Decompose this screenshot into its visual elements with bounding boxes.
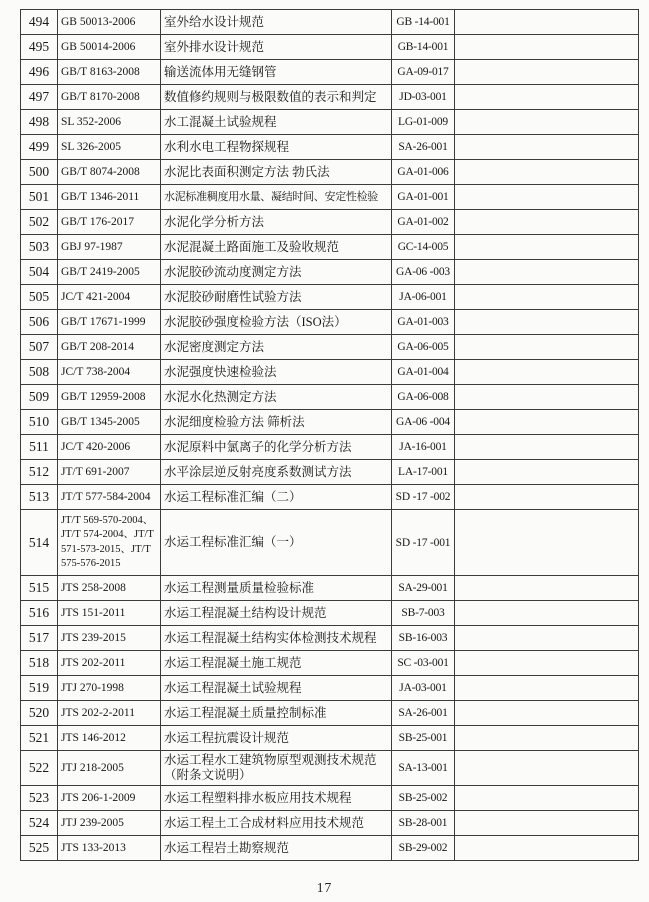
standard-title-cell: 室外排水设计规范 — [161, 35, 392, 60]
standard-code-cell: GB/T 1345-2005 — [58, 410, 161, 435]
standard-code-cell: JTS 146-2012 — [58, 726, 161, 751]
table-row — [21, 235, 639, 260]
table-row — [21, 285, 639, 310]
category-code-cell: GA-06-008 — [392, 385, 455, 410]
notes-cell — [455, 285, 639, 310]
row-number-cell: 519 — [21, 676, 58, 701]
category-code-cell: LG-01-009 — [392, 110, 455, 135]
row-number-cell: 509 — [21, 385, 58, 410]
standard-code-cell: JTS 133-2013 — [58, 836, 161, 861]
table-row — [21, 726, 639, 751]
standard-title-cell: 水运工程标准汇编（二） — [161, 485, 392, 510]
notes-cell — [455, 726, 639, 751]
notes-cell — [455, 751, 639, 786]
table-row — [21, 701, 639, 726]
table-row — [21, 10, 639, 35]
table-row — [21, 485, 639, 510]
category-code-cell: SB-29-002 — [392, 836, 455, 861]
row-number-cell: 516 — [21, 601, 58, 626]
standard-code-cell: GB/T 12959-2008 — [58, 385, 161, 410]
standard-title-cell: 水运工程测量质量检验标准 — [161, 576, 392, 601]
standard-title-cell: 水运工程混凝土结构实体检测技术规程 — [161, 626, 392, 651]
standard-code-cell: JT/T 569-570-2004、JT/T 574-2004、JT/T 571-573-2015、JT/T 575-576-2015 — [58, 510, 161, 576]
row-number-cell: 500 — [21, 160, 58, 185]
row-number-cell: 501 — [21, 185, 58, 210]
standard-code-cell: JC/T 421-2004 — [58, 285, 161, 310]
row-number-cell: 522 — [21, 751, 58, 786]
category-code-cell: SD -17 -001 — [392, 510, 455, 576]
notes-cell — [455, 460, 639, 485]
notes-cell — [455, 360, 639, 385]
category-code-cell: SB-16-003 — [392, 626, 455, 651]
row-number-cell: 504 — [21, 260, 58, 285]
table-row — [21, 60, 639, 85]
table-row — [21, 811, 639, 836]
standard-title-cell: 水泥胶砂强度检验方法（ISO法） — [161, 310, 392, 335]
notes-cell — [455, 85, 639, 110]
table-row — [21, 185, 639, 210]
table-row — [21, 110, 639, 135]
standard-title-cell: 水运工程标准汇编（一） — [161, 510, 392, 576]
table-row — [21, 335, 639, 360]
notes-cell — [455, 35, 639, 60]
row-number-cell: 514 — [21, 510, 58, 576]
standards-table — [20, 9, 639, 861]
standard-code-cell: GB/T 1346-2011 — [58, 185, 161, 210]
category-code-cell: GA-06 -004 — [392, 410, 455, 435]
table-row — [21, 786, 639, 811]
row-number-cell: 517 — [21, 626, 58, 651]
table-row — [21, 160, 639, 185]
category-code-cell: SB-28-001 — [392, 811, 455, 836]
table-row — [21, 310, 639, 335]
notes-cell — [455, 185, 639, 210]
category-code-cell: SC -03-001 — [392, 651, 455, 676]
standard-title-cell: 室外给水设计规范 — [161, 10, 392, 35]
notes-cell — [455, 410, 639, 435]
row-number-cell: 511 — [21, 435, 58, 460]
notes-cell — [455, 676, 639, 701]
notes-cell — [455, 110, 639, 135]
standard-code-cell: JTJ 218-2005 — [58, 751, 161, 786]
notes-cell — [455, 651, 639, 676]
category-code-cell: GA-06-005 — [392, 335, 455, 360]
standard-code-cell: GB/T 2419-2005 — [58, 260, 161, 285]
standard-title-cell: 水泥胶砂流动度测定方法 — [161, 260, 392, 285]
standard-title-cell: 水泥强度快速检验法 — [161, 360, 392, 385]
notes-cell — [455, 60, 639, 85]
standard-title-cell: 水运工程混凝土质量控制标准 — [161, 701, 392, 726]
category-code-cell: JD-03-001 — [392, 85, 455, 110]
notes-cell — [455, 260, 639, 285]
standard-code-cell: JC/T 420-2006 — [58, 435, 161, 460]
table-row — [21, 35, 639, 60]
standard-title-cell: 水利水电工程物探规程 — [161, 135, 392, 160]
standard-title-cell: 水运工程水工建筑物原型观测技术规范（附条文说明） — [161, 751, 392, 786]
standard-code-cell: JTS 206-1-2009 — [58, 786, 161, 811]
row-number-cell: 513 — [21, 485, 58, 510]
standard-code-cell: JT/T 691-2007 — [58, 460, 161, 485]
category-code-cell: GA-06 -003 — [392, 260, 455, 285]
table-row — [21, 601, 639, 626]
notes-cell — [455, 385, 639, 410]
notes-cell — [455, 601, 639, 626]
standard-title-cell: 水泥密度测定方法 — [161, 335, 392, 360]
row-number-cell: 495 — [21, 35, 58, 60]
standard-title-cell: 水泥水化热测定方法 — [161, 385, 392, 410]
table-row — [21, 360, 639, 385]
table-row — [21, 85, 639, 110]
notes-cell — [455, 335, 639, 360]
table-row — [21, 751, 639, 786]
standard-title-cell: 水泥胶砂耐磨性试验方法 — [161, 285, 392, 310]
category-code-cell: SB-7-003 — [392, 601, 455, 626]
notes-cell — [455, 235, 639, 260]
category-code-cell: GB -14-001 — [392, 10, 455, 35]
standard-title-cell: 水平涂层逆反射亮度系数测试方法 — [161, 460, 392, 485]
standard-code-cell: JTS 202-2011 — [58, 651, 161, 676]
standard-code-cell: GBJ 97-1987 — [58, 235, 161, 260]
category-code-cell: SA-26-001 — [392, 135, 455, 160]
category-code-cell: LA-17-001 — [392, 460, 455, 485]
standard-code-cell: JTS 151-2011 — [58, 601, 161, 626]
standard-title-cell: 水泥标准稠度用水量、凝结时间、安定性检验 — [161, 185, 392, 210]
table-row — [21, 410, 639, 435]
standard-code-cell: GB/T 8074-2008 — [58, 160, 161, 185]
category-code-cell: SB-25-001 — [392, 726, 455, 751]
category-code-cell: GA-01-001 — [392, 185, 455, 210]
table-row — [21, 626, 639, 651]
row-number-cell: 524 — [21, 811, 58, 836]
notes-cell — [455, 135, 639, 160]
standard-code-cell: JTJ 239-2005 — [58, 811, 161, 836]
table-row — [21, 385, 639, 410]
category-code-cell: SB-25-002 — [392, 786, 455, 811]
standard-title-cell: 水泥化学分析方法 — [161, 210, 392, 235]
category-code-cell: SA-13-001 — [392, 751, 455, 786]
category-code-cell: GA-09-017 — [392, 60, 455, 85]
standard-title-cell: 水泥细度检验方法 筛析法 — [161, 410, 392, 435]
category-code-cell: JA-03-001 — [392, 676, 455, 701]
category-code-cell: GA-01-006 — [392, 160, 455, 185]
row-number-cell: 507 — [21, 335, 58, 360]
standard-title-cell: 水运工程混凝土结构设计规范 — [161, 601, 392, 626]
standard-code-cell: JTJ 270-1998 — [58, 676, 161, 701]
row-number-cell: 520 — [21, 701, 58, 726]
standard-code-cell: SL 352-2006 — [58, 110, 161, 135]
row-number-cell: 515 — [21, 576, 58, 601]
table-row — [21, 210, 639, 235]
standard-title-cell: 水运工程混凝土试验规程 — [161, 676, 392, 701]
row-number-cell: 494 — [21, 10, 58, 35]
row-number-cell: 497 — [21, 85, 58, 110]
standard-title-cell: 水工混凝土试验规程 — [161, 110, 392, 135]
row-number-cell: 499 — [21, 135, 58, 160]
standard-code-cell: GB/T 176-2017 — [58, 210, 161, 235]
notes-cell — [455, 576, 639, 601]
standard-title-cell: 水运工程岩土勘察规范 — [161, 836, 392, 861]
category-code-cell: GA-01-003 — [392, 310, 455, 335]
row-number-cell: 521 — [21, 726, 58, 751]
standard-title-cell: 水泥原料中氯离子的化学分析方法 — [161, 435, 392, 460]
standard-code-cell: JTS 202-2-2011 — [58, 701, 161, 726]
row-number-cell: 506 — [21, 310, 58, 335]
standard-title-cell: 水运工程抗震设计规范 — [161, 726, 392, 751]
row-number-cell: 523 — [21, 786, 58, 811]
category-code-cell: JA-16-001 — [392, 435, 455, 460]
row-number-cell: 503 — [21, 235, 58, 260]
table-row — [21, 460, 639, 485]
notes-cell — [455, 310, 639, 335]
row-number-cell: 518 — [21, 651, 58, 676]
standard-title-cell: 数值修约规则与极限数值的表示和判定 — [161, 85, 392, 110]
row-number-cell: 508 — [21, 360, 58, 385]
standard-code-cell: JT/T 577-584-2004 — [58, 485, 161, 510]
category-code-cell: JA-06-001 — [392, 285, 455, 310]
category-code-cell: GB-14-001 — [392, 35, 455, 60]
table-row — [21, 651, 639, 676]
table-row — [21, 676, 639, 701]
notes-cell — [455, 701, 639, 726]
table-row — [21, 435, 639, 460]
standard-title-cell: 输送流体用无缝钢管 — [161, 60, 392, 85]
table-row — [21, 836, 639, 861]
standard-code-cell: GB/T 8170-2008 — [58, 85, 161, 110]
standard-title-cell: 水泥混凝土路面施工及验收规范 — [161, 235, 392, 260]
row-number-cell: 512 — [21, 460, 58, 485]
standard-title-cell: 水泥比表面积测定方法 勃氏法 — [161, 160, 392, 185]
notes-cell — [455, 435, 639, 460]
standard-code-cell: SL 326-2005 — [58, 135, 161, 160]
standard-title-cell: 水运工程土工合成材料应用技术规范 — [161, 811, 392, 836]
category-code-cell: GA-01-004 — [392, 360, 455, 385]
standard-code-cell: JTS 258-2008 — [58, 576, 161, 601]
notes-cell — [455, 485, 639, 510]
standard-code-cell: GB/T 17671-1999 — [58, 310, 161, 335]
standard-code-cell: GB 50014-2006 — [58, 35, 161, 60]
standard-code-cell: GB/T 208-2014 — [58, 335, 161, 360]
notes-cell — [455, 836, 639, 861]
standard-code-cell: JC/T 738-2004 — [58, 360, 161, 385]
notes-cell — [455, 811, 639, 836]
table-row — [21, 576, 639, 601]
category-code-cell: SA-26-001 — [392, 701, 455, 726]
category-code-cell: GA-01-002 — [392, 210, 455, 235]
standard-code-cell: GB/T 8163-2008 — [58, 60, 161, 85]
standard-title-cell: 水运工程混凝土施工规范 — [161, 651, 392, 676]
standard-code-cell: GB 50013-2006 — [58, 10, 161, 35]
notes-cell — [455, 626, 639, 651]
row-number-cell: 502 — [21, 210, 58, 235]
table-row — [21, 135, 639, 160]
notes-cell — [455, 786, 639, 811]
page-number: 17 — [316, 880, 333, 895]
standards-table-body — [21, 10, 639, 861]
standard-code-cell: JTS 239-2015 — [58, 626, 161, 651]
row-number-cell: 525 — [21, 836, 58, 861]
notes-cell — [455, 210, 639, 235]
notes-cell — [455, 160, 639, 185]
row-number-cell: 510 — [21, 410, 58, 435]
table-row — [21, 510, 639, 576]
row-number-cell: 505 — [21, 285, 58, 310]
notes-cell — [455, 510, 639, 576]
category-code-cell: SD -17 -002 — [392, 485, 455, 510]
standard-title-cell: 水运工程塑料排水板应用技术规程 — [161, 786, 392, 811]
category-code-cell: SA-29-001 — [392, 576, 455, 601]
category-code-cell: GC-14-005 — [392, 235, 455, 260]
row-number-cell: 496 — [21, 60, 58, 85]
row-number-cell: 498 — [21, 110, 58, 135]
notes-cell — [455, 10, 639, 35]
table-row — [21, 260, 639, 285]
